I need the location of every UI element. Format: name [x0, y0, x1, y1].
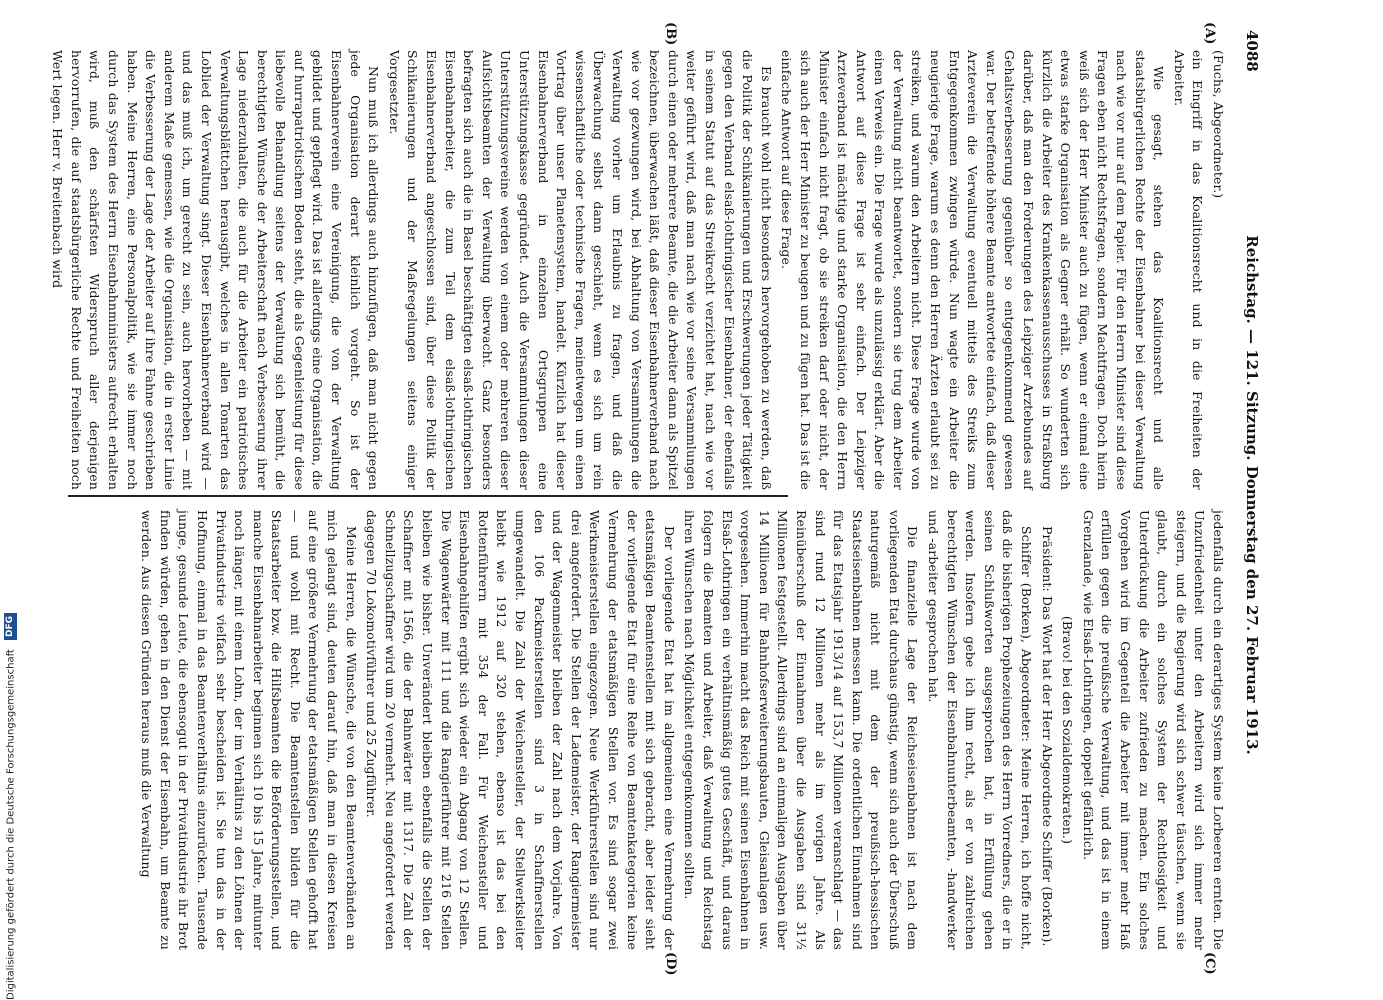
paragraph: Die finanzielle Lage der Reichseisenbahnen ist nach dem vorliegenden Etat durchaus günstig, wenn sich auch der Überschuß naturgemäß nicht mit dem der preußisch-hessischen Staatseisenbahnen messen kann. Die ordentlichen Einnahmen sind für das Etatsjahr 1913/14 auf 153,7 Millionen veranschlagt — das sind rund 12 Millionen mehr als im vorigen Jahre. Als Reinüberschuß der Einnahmen über die Ausgaben sind 31½ Millionen festgestellt. Allerdings sind an einmaligen Ausgaben über 14 Millionen für Bahnhofserweiterungsbauten, Gleisanlagen usw. vorgesehen. Immerhin macht das Reich mit seinen Eisenbahnen in Elsaß-Lothringen ein verhältnismäßig gutes Geschäft, und daraus folgern die Beamten und Arbeiter, daß Verwaltung und Reichstag ihren Wünschen nach Möglichkeit entgegenkommen sollten.: [682, 510, 921, 950]
paragraph: Nun muß ich allerdings auch hinzufügen, daß man nicht gegen jede Organisation derart kleinlich vorgeht. So ist der Eisenbahnerverein eine Vereinigung, die von der Verwaltung gebildet und gepflegt wird. Das ist allerdings eine Organisation, die auf hurrapatriotischem Boden steht, die als Gegenleistung für diese liebevolle Behandlung seitens der Verwaltung sich bemüht, die berechtigten Wünsche der Arbeiterschaft nach Verbesserung ihrer Lage niederzuhalten, die auch für die Arbeiter ein patriotisches Verwaltungsblättchen herausgibt, welches in allen Tonarten das Loblied der Verwaltung singt. Dieser Eisenbahnerverband wird — und das muß ich, um gerecht zu sein, auch hervorheben — mit anderem Maße gemessen, wie die Organisation, die in erster Linie die Verbesserung der Lage der Arbeiter auf ihre Fahne geschrieben haben. Meine Herren, eine Personalpolitik, wie sie immer noch durch das System des Herrn Eisenbahnministers aufrecht erhalten wird, muß den schärfsten Widerspruch aller derjenigen hervorrufen, die auf staatsbürgerliche Rechte und Freiheiten noch Wert legen. Herr v. Breitenbach wird: [50, 50, 382, 490]
paragraph: (Bravo! bei den Sozialdemokraten.): [1060, 615, 1076, 845]
paragraph: jedenfalls durch ein derartiges System keine Lorbeeren ernten. Die Unzufriedenheit unter den Arbeitern wird sich immer mehr steigern, und die Regierung wird sich schwer täuschen, wenn sie glaubt, durch ein solches System der Rechtlosigkeit und Unterdrückung die Arbeiter zufrieden zu machen. Ein solches Vorgehen wird im Gegenteil die Arbeiter mit immer mehr Haß erfüllen gegen die preußische Verwaltung, und das ist in einem Grenzlande, wie Elsaß-Lothringen, doppelt gefährlich.: [1080, 510, 1226, 950]
rotated-document-page: [50, 0, 1343, 1000]
paragraph: Präsident: Das Wort hat der Herr Abgeordnete Schiffer (Borken).: [1039, 526, 1055, 947]
digitization-credit: [4, 10, 20, 1000]
paragraph: Es braucht wohl nicht besonders hervorgehoben zu werden, daß die Politik der Schikanierungen und Erschwerungen jeder Tätigkeit gegen den Verband elsaß-lothringischer Eisenbahner, der ebenfalls in seinem Statut auf das Streikrecht verzichtet hat, nach wie vor weiter geführt wird, daß man nach wie vor seine Versammlungen durch einen oder mehrere Beamte, die die Arbeiter dann als Spitzel bezeichnen, überwachen läßt, daß dieser Eisenbahnerverband nach wie vor gezwungen wird, bei Abhaltung von Versammlungen die Verwaltung vorher um Erlaubnis zu fragen, und daß die Überwachung selbst dann geschieht, wenn es sich um rein wissenschaftliche oder technische Fragen, meinetwegen um einen Vortrag über unser Planetensystem, handelt. Kürzlich hat dieser Eisenbahnerverband in einzelnen Ortsgruppen eine Unterstützungskasse gegründet. Auch die Versammlungen dieser Unterstützungsvereine werden von einem oder mehreren dieser Aufsichtsbeamten der Verwaltung überwacht. Ganz besonders befragten sich auch die in Basel beschäftigten elsaß-lothringischen Eisenbahnarbeiter, die zum Teil dem elsaß-lothringischen Eisenbahnerverband angeschlossen sind, über diese Politik der Schikanierungen und der Maßregelungen seitens einiger Vorgesetzter.: [386, 50, 774, 490]
left-text-column: [50, 50, 1227, 490]
margin-mark-c: (C): [1202, 952, 1217, 975]
paragraph: Wie gesagt, stehen das Koalitionsrecht und alle staatsbürgerlichen Rechte der Eisenbahner bei dieser Verwaltung nach wie vor nur auf dem Papier. Für den Herrn Minister sind diese Fragen eben nicht Rechtsfragen, sondern Machtfragen. Doch hierin weiß sich der Herr Minister auch zu fügen, wenn er einmal eine etwas starke Organisation als Gegner erhält. So wunderten sich kürzlich die Arbeiter des Krankenkassenausschusses in Straßburg darüber, daß man den Forderungen des Leipziger Arztebundes auf Gehaltsverbesserung gegenüber so entgegenkommend gewesen war. Der betreffende höhere Beamte antwortete einfach, daß dieser Arzteverein die Verwaltung eventuell mittels des Streiks zum Entgegenkommen zwingen würde. Nun wagte ein Arbeiter die neugierige Frage, warum es denn den Herren Ärzten erlaubt sei zu streiken, und warum den Arbeitern nicht. Diese Frage wurde von der Verwaltung nicht beantwortet, sondern sie trug dem Arbeiter einen Verweis ein. Die Frage wurde als unzulässig erklärt. Aber die Antwort auf diese Frage ist sehr einfach. Der Leipziger Arzteverband ist mächtige und starke Organisation, die den Herrn Minister einfach nicht fragt, ob sie streiken darf oder nicht, der sich auch der Herr Minister zu beugen und zu fügen hat. Das ist die einfache Antwort auf diese Frage.: [779, 50, 1167, 490]
page-title: Reichstag. — 121. Sitzung. Donnerstag den 27. Februar 1913.: [1243, 235, 1261, 755]
paragraph: Schiffer (Borken), Abgeordneter: Meine Herren, ich hoffe nicht, daß die bisherigen Prophezeiungen des Herrn Vorredners, die er in seinen Schlußworten ausgesprochen hat, in Erfüllung gehen werden. Insofern gebe ich ihm recht, als er von zahlreichen berechtigten Wünschen der Eisenbahnunterbeamten, -handwerker und -arbeiter gesprochen hat.: [926, 510, 1035, 950]
dfg-logo: DFG: [4, 613, 17, 640]
margin-mark-b: (B): [663, 22, 678, 46]
margin-mark-d: (D): [663, 952, 678, 976]
right-text-column: [67, 510, 1227, 950]
paragraph: ein Eingriff in das Koalitionsrecht und in die Freiheiten der Arbeiter.: [1171, 50, 1206, 490]
paragraph: Meine Herren, die Wünsche, die von den Beamtenverbänden an mich gelangt sind, deuten darauf hin, daß man in diesen Kreisen auf eine größere Vermehrung der etatsmäßigen Stellen gehofft hat — und wohl mit Recht. Die Beamtenstellen bilden für die Staatsarbeiter bzw. die Hilfsbeamten die Beförderungsstellen, und manche Eisenbahnarbeiter beginnen sich 10 bis 15 Jahre, mitunter noch länger, mit einem Lohn, der im Verhältnis zu den Löhnen der Privatindustrie vielfach sehr bescheiden ist. Sie tun das in der Hoffnung, einmal in das Beamtenverhältnis einzurücken. Tausende junge, gesunde Leute, die ebensogut in der Privatindustrie ihr Brot finden würden, gehen in den Dienst der Eisenbahn, um Beamte zu werden. Aus diesen Gründen heraus muß die Verwaltung: [139, 510, 359, 950]
margin-mark-a: (A): [1202, 22, 1217, 45]
page-header: [1237, 30, 1261, 960]
paragraph: (Fuchs, Abgeordneter.): [1211, 50, 1226, 199]
digitization-credit-text: Digitalisierung gefördert durch die Deutsche Forschungsgemeinschaft: [5, 649, 17, 1000]
paragraph: Der vorliegende Etat hat im allgemeinen eine Vermehrung der etatsmäßigen Beamtenstellen mit sich gebracht, aber leider sieht der vorliegende Etat für eine Reihe von Beamtenkategorien keine Vermehrung der etatsmäßigen Stellen vor. Es sind sogar zwei Werkmeisterstellen eingezogen. Neue Werkführerstellen sind nur drei angefordert. Die Stellen der Lademeister, der Rangiermeister und der Wagenmeister bleiben der Zahl nach dem Vorjahre. Von den 106 Packmeisterstellen sind 3 in Schaffnerstellen umgewandelt. Die Zahl der Weichensteller, der Stellwerksleiter bleibt wie 1912 auf 320 stehen, ebenso ist das bei den Rottenführern mit 354 der Fall. Für Weichensteller und Eisenbahngehilfen ergibt sich wieder ein Abgang von 12 Stellen. Die Wagenwärter mit 111 und die Rangierführer mit 216 Stellen bleiben wie bisher. Unverändert bleiben ebenfalls die Stellen der Schaffner mit 1566, die der Bahnwärter mit 1317. Die Zahl der Schnellzugschaffner wird um 20 vermehrt. Neu angefordert werden dagegen 70 Lokomotivführer und 25 Zugführer.: [364, 510, 677, 950]
page-number: 4088: [1243, 30, 1261, 72]
column-divider: [68, 495, 788, 497]
